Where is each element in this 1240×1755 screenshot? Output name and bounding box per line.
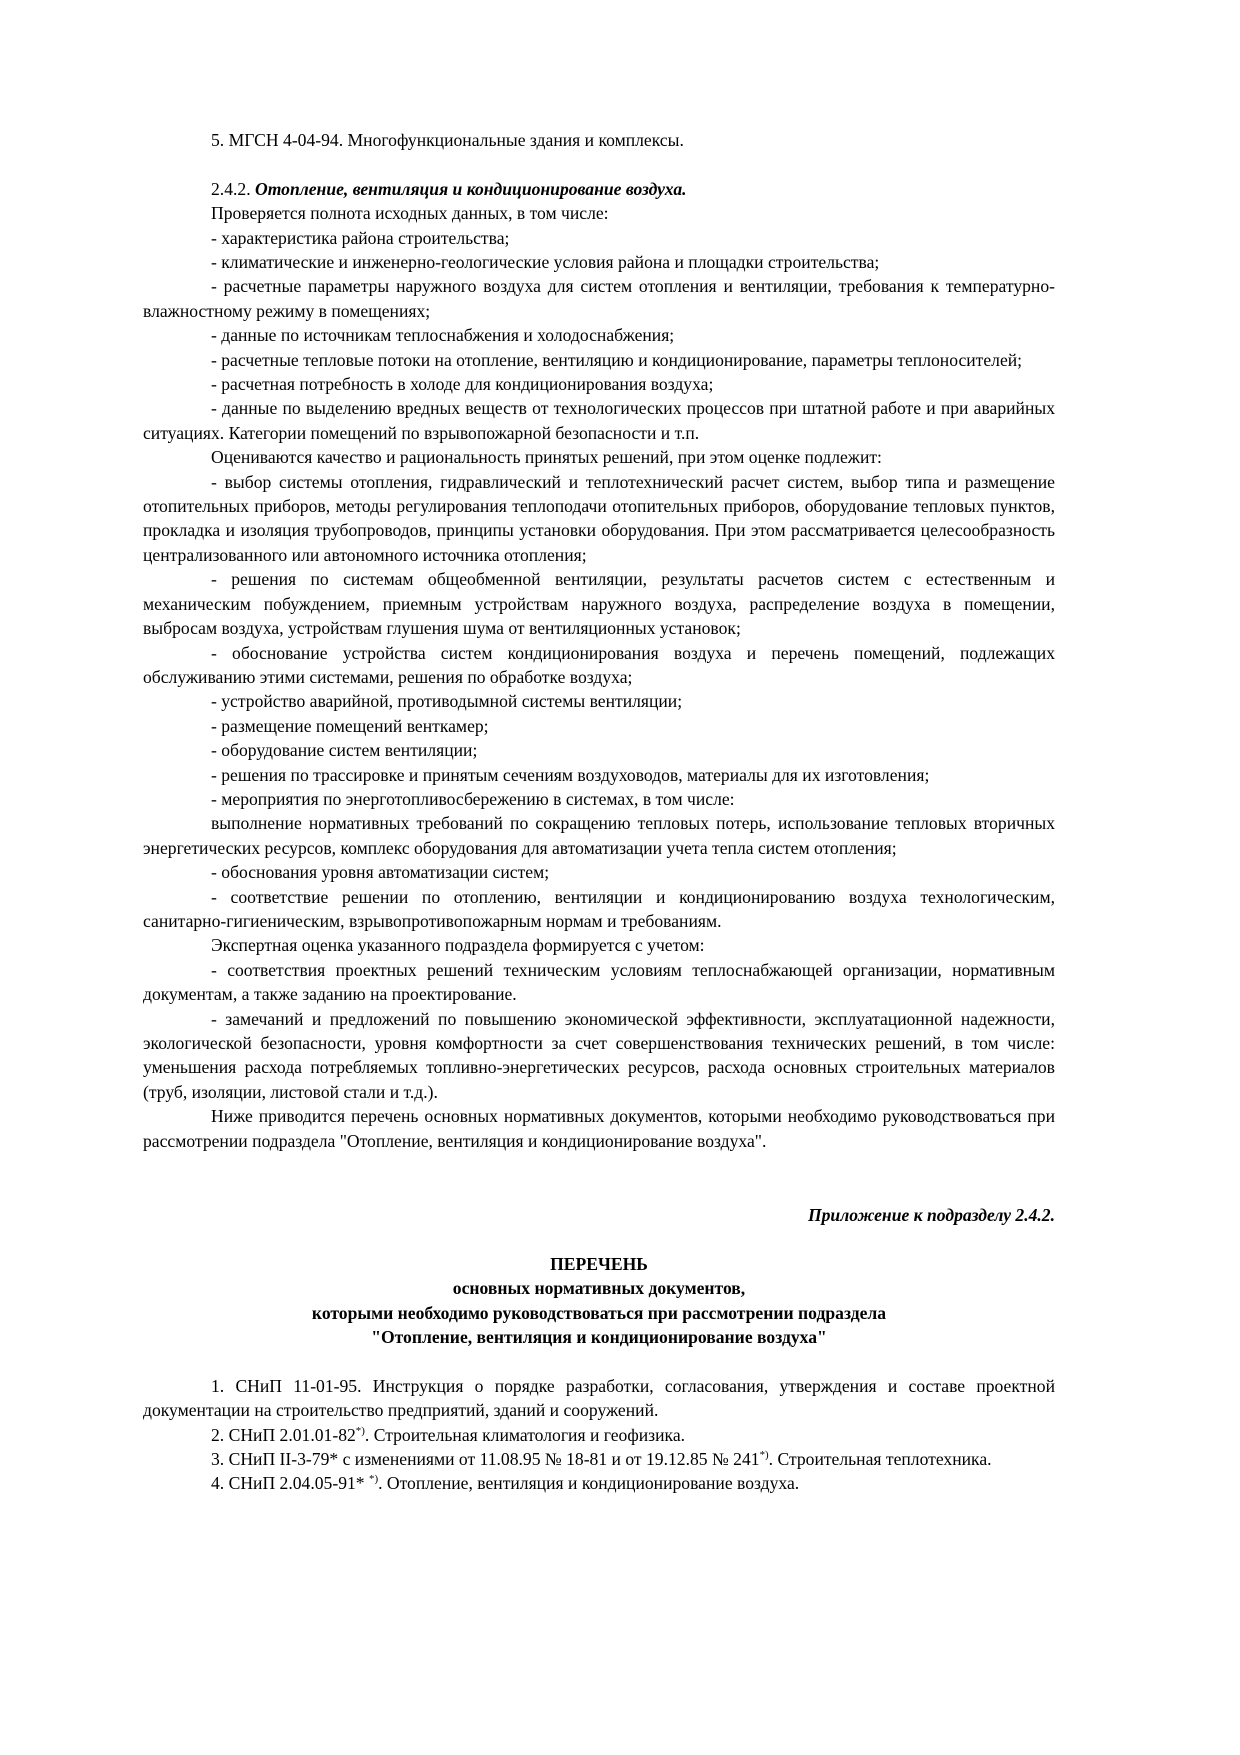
text-segment: 4. СНиП 2.04.05-91* (211, 1473, 369, 1494)
text-segment: - данные по выделению вредных веществ от технологических процессов при штатной работе и при аварийных ситуациях. Категории помещений по взрывопожарной безопасности и т.п. (143, 398, 1055, 443)
paragraph (143, 958, 1055, 1007)
list-item (143, 1423, 1055, 1447)
paragraph (143, 201, 1055, 225)
text-segment: - соответствия проектных решений техническим условиям теплоснабжающей организации, нормативным документам, а также заданию на проектирование. (143, 959, 1055, 1005)
text-segment: *) (368, 1473, 379, 1486)
document-content (143, 128, 1055, 1496)
paragraph (143, 714, 1055, 738)
paragraph (143, 1104, 1055, 1153)
paragraph (143, 177, 1055, 201)
text-segment: - расчетные тепловые потоки на отопление, вентиляцию и кондиционирование, параметры теплоносителей; (211, 349, 1023, 370)
text-segment: - соответствие решении по отоплению, вентиляции и кондиционированию воздуха технологическим, санитарно-гигиеническим, взрывопротивопожарным нормам и требованиям. (143, 886, 1055, 931)
text-segment: - обоснование устройства систем кондиционирования воздуха и перечень помещений, подлежащих обслуживанию этими системами, решения по обработке воздуха; (143, 642, 1055, 687)
list-item (143, 1471, 1055, 1495)
paragraph (143, 274, 1055, 323)
paragraph (143, 470, 1055, 568)
text-segment: - характеристика района строительства; (211, 227, 510, 248)
paragraph (143, 641, 1055, 690)
paragraph (143, 372, 1055, 396)
text-segment: - размещение помещений венткамер; (211, 715, 489, 736)
heading-line: которыми необходимо руководствоваться при рассмотрении подраздела (311, 1302, 887, 1323)
text-segment: *) (355, 1424, 365, 1437)
text-segment: - выбор системы отопления, гидравлический и теплотехнический расчет систем, выбор типа и размещение отопительных приборов, методы регулирования теплоподачи отопительных приборов, оборудование тепловых пунктов, прокладка и изоляция трубопроводов, принципы установки оборудования. При этом рассматривается целесообразность централизованного или автономного источника отопления; (143, 471, 1055, 565)
text-segment: - обоснования уровня автоматизации систем; (211, 862, 550, 883)
list-item (143, 1447, 1055, 1471)
paragraph (143, 567, 1055, 640)
text-segment: 2. СНиП 2.01.01-82 (211, 1424, 356, 1445)
heading-line: основных нормативных документов, (452, 1278, 746, 1299)
text-segment: 5. МГСН 4-04-94. Многофункциональные здания и комплексы. (211, 130, 684, 150)
text-segment: 1. СНиП 11-01-95. Инструкция о порядке разработки, согласования, утверждения и составе проектной документации на строительство предприятий, зданий и сооружений. (143, 1375, 1055, 1421)
paragraph (143, 811, 1055, 860)
text-segment: . Отопление, вентиляция и кондиционирование воздуха. (378, 1473, 800, 1494)
heading-line: "Отопление, вентиляция и кондиционирование воздуха" (371, 1327, 827, 1348)
text-segment: - устройство аварийной, противодымной системы вентиляции; (211, 691, 683, 712)
text-segment: Отопление, вентиляция и кондиционирование воздуха. (254, 178, 687, 199)
paragraph (143, 250, 1055, 274)
text-segment: - климатические и инженерно-геологические условия района и площадки строительства; (211, 252, 880, 273)
paragraph (143, 885, 1055, 934)
paragraph (143, 738, 1055, 762)
paragraph (143, 445, 1055, 469)
text-segment: - расчетные параметры наружного воздуха для систем отопления и вентиляции, требования к температурно-влажностному режиму в помещениях; (143, 276, 1055, 321)
text-segment: выполнение нормативных требований по сокращению тепловых потерь, использование тепловых вторичных энергетических ресурсов, комплекс оборудования для автоматизации учета тепла систем отопления; (143, 813, 1055, 858)
text-segment: - решения по системам общеобменной вентиляции, результаты расчетов систем с естественным и механическим побуждением, приемным устройствам наружного воздуха, распределение воздуха в помещении, выбросам воздуха, устройствам глушения шума от вентиляционных установок; (143, 569, 1055, 639)
body-paragraphs (143, 128, 1055, 1153)
text-segment: Экспертная оценка указанного подраздела формируется с учетом: (211, 935, 705, 956)
paragraph (143, 226, 1055, 250)
list-heading (143, 1252, 1055, 1350)
normative-list (143, 1374, 1055, 1496)
paragraph (143, 1007, 1055, 1105)
text-segment: - решения по трассировке и принятым сечениям воздуховодов, материалы для их изготовления; (211, 764, 930, 785)
paragraph (143, 763, 1055, 787)
text-segment: Оцениваются качество и рациональность принятых решений, при этом оценке подлежит: (211, 447, 882, 468)
text-segment: - замечаний и предложений по повышению экономической эффективности, эксплуатационной надежности, экологической безопасности, уровня комфортности за счет совершенствования технических решений, в том числе: уменьшения расхода потребляемых топливно-энергетических ресурсов, расхода основных строительных материалов (труб, изоляции, листовой стали и т.д.). (143, 1008, 1055, 1102)
paragraph (143, 787, 1055, 811)
paragraph (143, 323, 1055, 347)
list-item (143, 1374, 1055, 1423)
text-segment: - мероприятия по энерготопливосбережению в системах, в том числе: (211, 788, 735, 809)
text-segment: 3. СНиП II-3-79* с изменениями от 11.08.95 № 18-81 и от 19.12.85 № 241 (211, 1449, 760, 1470)
paragraph (143, 348, 1055, 372)
paragraph (143, 860, 1055, 884)
text-segment: Проверяется полнота исходных данных, в том числе: (211, 203, 609, 224)
heading-line: ПЕРЕЧЕНЬ (550, 1253, 648, 1274)
paragraph (143, 396, 1055, 445)
text-segment: 2.4.2. (211, 178, 255, 199)
paragraph (143, 689, 1055, 713)
text-segment: . Строительная теплотехника. (768, 1449, 992, 1470)
text-segment: *) (759, 1449, 769, 1462)
text-segment: - расчетная потребность в холоде для кондиционирования воздуха; (211, 374, 714, 395)
paragraph (143, 128, 1055, 152)
annex-reference: Приложение к подразделу 2.4.2. (807, 1205, 1055, 1226)
text-segment: - данные по источникам теплоснабжения и холодоснабжения; (211, 325, 675, 346)
paragraph (143, 933, 1055, 957)
text-segment: - оборудование систем вентиляции; (211, 740, 478, 761)
text-segment: Ниже приводится перечень основных нормативных документов, которыми необходимо руководствоваться при рассмотрении подраздела "Отопление, вентиляция и кондиционирование воздуха". (143, 1106, 1055, 1151)
text-segment: . Строительная климатология и геофизика. (364, 1424, 686, 1445)
